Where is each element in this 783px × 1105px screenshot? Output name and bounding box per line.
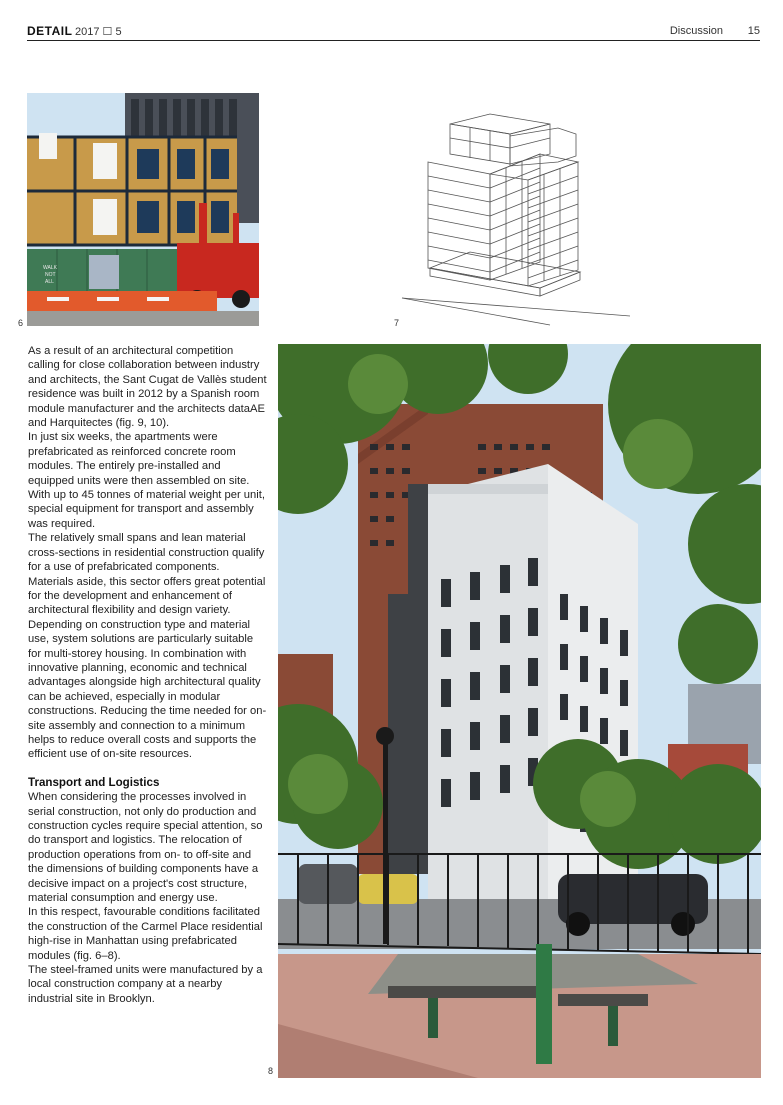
figure-8-number: 8 xyxy=(268,1066,274,1076)
sign-not: NOT xyxy=(45,272,56,278)
figure-6-construction-photo xyxy=(27,93,259,326)
paragraph-7: The steel-framed units were manufactured by a local construction company at a nearby industrial site in Brooklyn. xyxy=(28,964,263,1005)
figure-8-building-photo xyxy=(278,344,761,1078)
page-header xyxy=(27,24,760,41)
section-heading-transport: Transport and Logistics xyxy=(28,775,160,789)
paragraph-1: As a result of an architectural competition calling for close collaboration between industry and architects, the Sant Cugat de Vallès student residence was built in 2012 by a Spanish room module manufacturer and the architects dataAE and Harquitectes (fig. 9, 10). xyxy=(28,345,267,430)
section-title: Discussion xyxy=(669,25,723,37)
figure-6-number: 6 xyxy=(18,318,24,328)
page-number: 15 xyxy=(747,25,760,37)
sign-all: ALL xyxy=(45,279,54,285)
carmel-place-illustration xyxy=(278,344,761,1078)
paragraph-2: In just six weeks, the apartments were prefabricated as reinforced concrete room modules. The entirely pre-installed and equipped units were then assembled on site. With up to 45 tonnes of material weight per unit, special equipment for transport and assembly was required. xyxy=(28,431,265,530)
paragraph-5: When considering the processes involved in serial construction, not only do production and construction cycles require special attention, so do transport and logistics. The relocation of production operations from on- to off-site and the dimensions of building components have a decisive impact on a project's cost structure, material consumption and energy use. xyxy=(28,791,263,905)
figure-7-axonometric-drawing xyxy=(390,110,640,330)
figure-7-number: 7 xyxy=(394,318,400,328)
paragraph-3: The relatively small spans and lean material cross-sections in residential construction qualify for a use of prefabricated components. Materials aside, this sector offers great potential for the development and enhancement of architectural flexibility and design variety. xyxy=(28,532,266,617)
module-stack-drawing xyxy=(390,110,640,330)
issue-number: 2017 ☐ 5 xyxy=(75,26,122,38)
sign-walk: WALK xyxy=(43,265,57,271)
magazine-brand: DETAIL xyxy=(27,24,73,38)
paragraph-6: In this respect, favourable conditions facilitated the construction of the Carmel Place residential high-rise in Manhattan using prefabricated modules (fig. 6–8). xyxy=(28,906,263,962)
paragraph-4: Depending on construction type and material use, system solutions are particularly suitable for multi-storey housing. In combination with innovative planning, economic and technical advantages alongside high architectural quality can be achieved, especially in modular constructions. Reducing the time needed for on-site assembly and connection to a minimum helps to reduce overall costs and supports the efficient use of on-site resources. xyxy=(28,618,267,761)
construction-site-illustration xyxy=(27,93,259,326)
article-text-column xyxy=(28,344,268,1006)
